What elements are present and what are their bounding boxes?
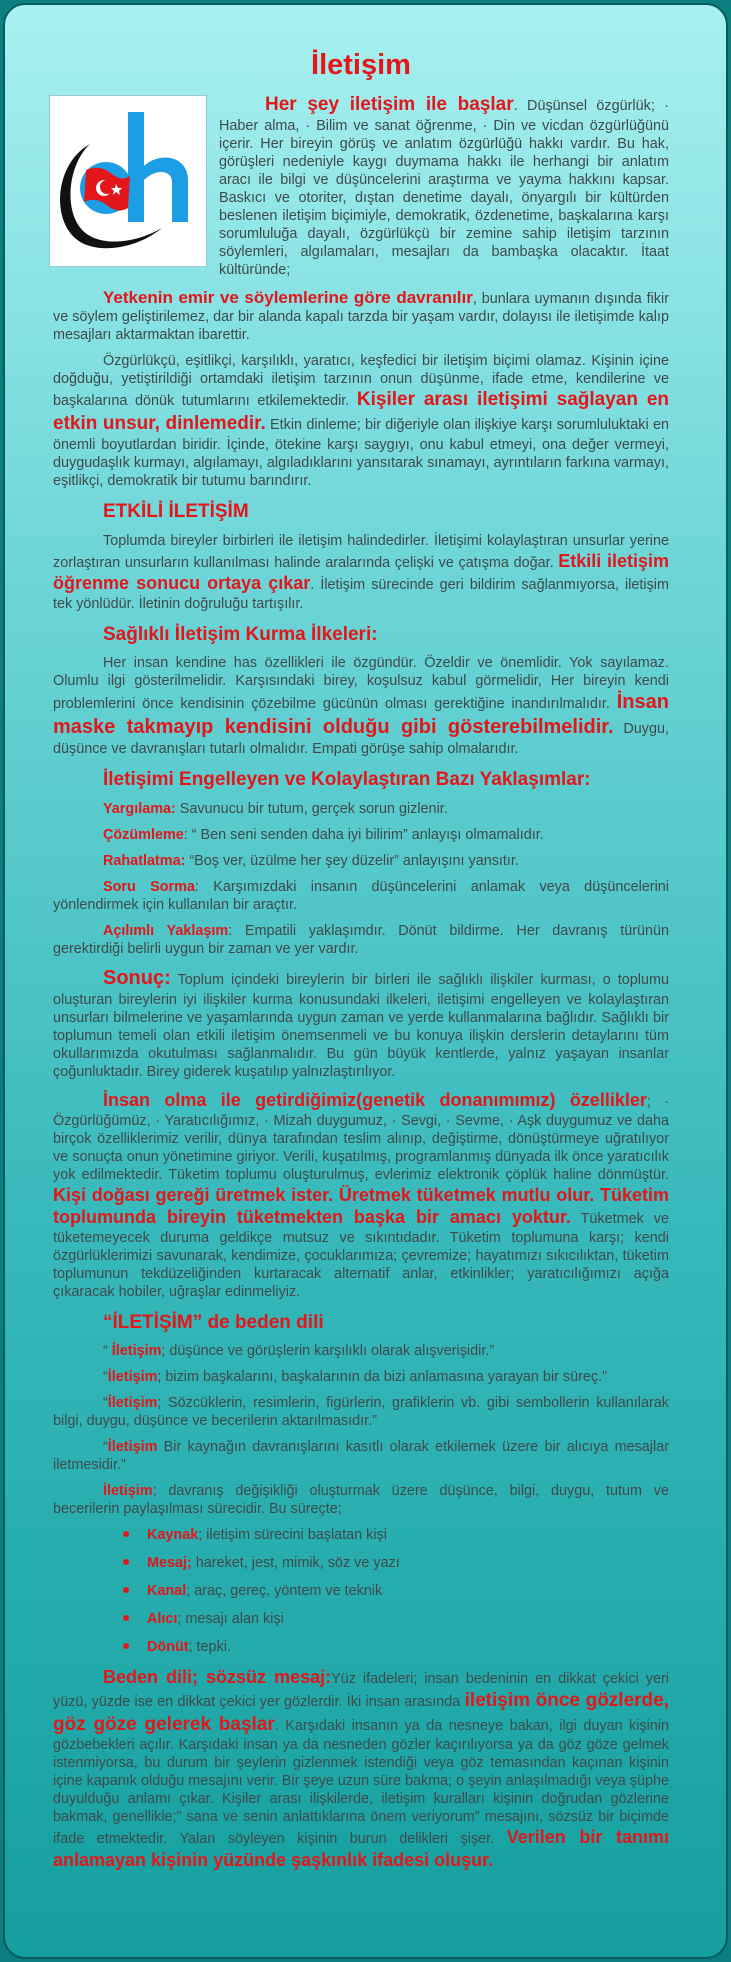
- beden-text-2: . Karşıdaki insanın ya da nesneye bakan, ilgi duyan kişinin gözbebekleri açılır. Karşıdaki insan ya da nesneden gözler kaçırılıyorsa ya da göz göze gelmek istenmiyorsa, bu durum bir şeylerin gizlenmek istendiği veya göz temasından kaçınan kişinin içine kapanık olduğu mesajını verir. Bir şeye uzun süre bakma; o şeyin anlaşılmadığı veya şüphe duyulduğu anlamı çıkar. Kişiler arası ilişkilerde, iletişim kuralları kişinin doğrudan gözlerine bakmak, genellikle;” sana ve senin anlattıklarına önem veriyorum” mesajını, sözsüz bir biçimde ifade etmektedir. Yalan söyleyen kişinin burun delikleri şişer.: [53, 1717, 669, 1848]
- approach-text: : Empatili yaklaşımdır. Dönüt bildirme. Her davranış türünün gerektirdiği belirli uygun bir zaman ve yer vardır.: [53, 923, 669, 957]
- approach-term: Soru Sorma: [103, 879, 195, 895]
- process-text: ; tepki.: [188, 1639, 231, 1656]
- saglikli-text-2: Duygu, düşünce ve davranışları tutarlı olmalıdır. Empati görüşe sahip olmalarıdır.: [53, 721, 669, 758]
- list-item: [123, 1582, 669, 1600]
- process-term: Alıcı: [147, 1611, 178, 1628]
- paragraph-ozgurlukcu: [53, 352, 669, 490]
- approach-text: “Boş ver, üzülme her şey düzelir” anlayışını yansıtır.: [185, 853, 519, 869]
- definition-quote: “: [103, 1439, 108, 1456]
- process-term: Mesaj;: [147, 1555, 192, 1572]
- process-text: hareket, jest, mimik, söz ve yazı: [191, 1555, 400, 1572]
- yetke-text: , bunlara uymanın dışında fikir ve söylem geliştirilemez, dar bir alanda kapalı tarzda bir yaşam vardır, dolayısı ile iletişimde kalıp mesajları aktarmaktan ibarettir.: [53, 291, 669, 344]
- definition-item: [53, 1394, 669, 1430]
- definition-term: İletişim: [107, 1369, 158, 1386]
- page-frame: [3, 3, 728, 1959]
- dinleme-highlight: Kişiler arası iletişimi sağlayan en etkin unsur, dinlemedir.: [53, 389, 670, 434]
- paragraph-beden-dili: [53, 1666, 669, 1871]
- beden-text-1: Yüz ifadeleri; insan bedeninin en dikkat çekici yeri yüzü, yüzde ise en dikkat çekici yer gözlerdir. İki insan arasında: [53, 1671, 669, 1710]
- process-text: ; mesajı alan kişi: [177, 1611, 284, 1628]
- tuketim-highlight: Kişi doğası gereği üretmek ister. Üretmek tüketmek mutlu olur. Tüketim toplumunda bireyin tüketmekten başka bir amacı yoktur.: [53, 1184, 669, 1227]
- bullet-icon: [123, 1531, 129, 1537]
- bullet-icon: [123, 1587, 129, 1593]
- approach-text: : Karşımızdaki insanın düşüncelerini anlamak veya düşüncelerini yönlendirmek için kullanılan bir araçtır.: [53, 879, 669, 913]
- etkili-text-2: . İletişim sürecinde geri bildirim sağlanmıyorsa, iletişim tek yönlüdür. İletinin doğruluğu tartışılır.: [53, 577, 669, 612]
- heading-saglikli: Sağlıklı İletişim Kurma İlkeleri:: [103, 623, 378, 645]
- goz-highlight: iletişim önce gözlerde, göz göze gelerek başlar: [53, 1689, 669, 1735]
- approach-item: [53, 878, 669, 914]
- approach-text: Savunucu bir tutum, gerçek sorun gizlenir.: [175, 801, 448, 817]
- insan-olma-lead: İnsan olma ile getirdiğimiz(genetik donanımımız) özellikler: [103, 1090, 647, 1110]
- process-term: Kaynak: [147, 1527, 199, 1544]
- definition-item: [53, 1368, 669, 1386]
- logo-icon: [50, 96, 206, 266]
- paragraph-insan-olma: [53, 1089, 669, 1301]
- article: [53, 35, 669, 1879]
- list-item: [123, 1610, 669, 1628]
- logo-image: [49, 95, 207, 267]
- bullet-icon: [123, 1643, 129, 1649]
- definition-quote: “: [103, 1395, 108, 1412]
- process-term: Kanal: [147, 1583, 187, 1600]
- paragraph-saglikli: [53, 654, 669, 758]
- definition-term: İletişim: [111, 1343, 162, 1360]
- ozgurlukcu-text-2: Etkin dinleme; bir diğeriyle olan ilişkiye karşı sorumluluktaki en önemli boyutlardan biridir. İçinde, ötekine karşı saygıyı, onu kabul etmeyi, ona değer vermeyi, duygudaşlık kurmayı, algılamayı, algıladıklarını yansıtarak sınamayı, ayrıntıların farkına varmayı, eşitlikçi, demokratik bir tutumu barındırır.: [53, 417, 669, 489]
- heading-engelleyen: İletişimi Engelleyen ve Kolaylaştıran Bazı Yaklaşımlar:: [103, 769, 591, 791]
- definition-text: ; düşünce ve görüşlerin karşılıklı olarak alışverişidir.”: [161, 1343, 495, 1360]
- maske-highlight: İnsan maske takmayıp kendisini olduğu gibi gösterebilmelidir.: [53, 691, 669, 739]
- definition-quote: “: [103, 1343, 112, 1360]
- etkili-highlight: Etkili iletişim öğrenme sonucu ortaya çıkar: [53, 550, 669, 593]
- approach-item: [53, 852, 669, 870]
- definition-term: İletişim: [107, 1395, 158, 1412]
- process-text: ; araç, gereç, yöntem ve teknik: [186, 1583, 383, 1600]
- bullet-icon: [123, 1559, 129, 1565]
- bullet-icon: [123, 1615, 129, 1621]
- approach-item: [53, 800, 669, 818]
- insan-olma-text-2: Tüketmek ve tüketemeyecek duruma geldikçe mutsuz ve sıkıntıdadır. Tüketim toplumuna karşı; kendi özgürlüklerimizi savunarak, kendimize, çocuklarımıza; çevremize; hayatımızı sıkıcılıktan, tüketim toplumunun tekdüzeliğinden kurtaracak alternatif anlar, etkinlikler; yaratıcılığımızı açığa çıkaracak hobiler, uğraşlar edinmeliyiz.: [53, 1211, 669, 1300]
- list-item: [123, 1526, 669, 1544]
- saskinlik-highlight: Verilen bir tanımı anlamayan kişinin yüzünde şaşkınlık ifadesi oluşur.: [53, 1827, 669, 1870]
- process-list: [53, 1526, 669, 1656]
- intro-text: . Düşünsel özgürlük; · Haber alma, · Bilim ve sanat öğrenme, · Din ve vicdan özgürlüğünü içerir. Her bireyin görüş ve anlatım özgürlüğü hakkı vardır. Bu hak, görüşleri nedeniyle kaygı duymama hakkı ile herhangi bir anlatım aracı ile bilgi ve düşüncelerini araştırma ve yayma hakkını kapsar. Baskıcı ve otoriter, dıştan denetime dayalı, önyargılı bir kültürden beslenen iletişim biçimiyle, demokratik, özdenetime, başkalarına karşı sorumluluğa dayalı, özgürlükçü bir zemine sahip iletişim tarzının söylemleri, algılamaları, mesajları da bambaşka olacaktır. İtaat kültüründe;: [219, 98, 670, 278]
- definition-item: [53, 1438, 669, 1474]
- list-item: [123, 1554, 669, 1572]
- page-title: İletişim: [311, 49, 411, 81]
- saglikli-text-1: Her insan kendine has özellikleri ile özgündür. Özeldir ve önemlidir. Yok sayılamaz. Olumlu ilgi gösterilmelidir. Karşısındaki birey, koşulsuz kabul görmelidir, Her bireyin kendi problemlerini önce kendisinin çözebilme gücünün olması gerektiğine inandırılmalıdır.: [53, 655, 669, 713]
- definition-quote: “: [103, 1369, 108, 1386]
- approach-text: : “ Ben seni senden daha iyi bilirim” anlayışı olmamalıdır.: [183, 827, 544, 843]
- paragraph-etkili: [53, 532, 669, 613]
- definition-item: [53, 1482, 669, 1518]
- approach-item: [53, 922, 669, 958]
- approach-term: Açılımlı Yaklaşım: [103, 923, 229, 939]
- list-item: [123, 1638, 669, 1656]
- definition-item: [53, 1342, 669, 1360]
- sonuc-lead: Sonuç:: [103, 967, 171, 989]
- definition-term: İletişim: [107, 1439, 158, 1456]
- process-text: ; iletişim sürecini başlatan kişi: [198, 1527, 387, 1544]
- ozgurlukcu-text-1: Özgürlükçü, eşitlikçi, karşılıklı, yaratıcı, keşfedici bir iletişim biçimi olamaz. Kişinin içine doğduğu, yetiştirildiği ortamdaki iletişim tarzının onun düşünme, ifade etme, kendilerine ve başkalarına dönük tutumlarını etkilemektedir.: [53, 353, 669, 410]
- etkili-text-1: Toplumda bireyler birbirleri ile iletişim halindedirler. İletişimi kolaylaştıran unsurlar yerine zorlaştıran unsurların kullanılması halinde aralarında çelişki ve çatışma doğar.: [53, 532, 669, 571]
- heading-etkili-iletisim: ETKİLİ İLETİŞİM: [103, 500, 249, 522]
- intro-lead: Her şey iletişim ile başlar: [265, 94, 514, 116]
- yetke-lead: Yetkenin emir ve söylemlerine göre davranılır: [103, 288, 473, 307]
- approach-term: Çözümleme: [103, 827, 184, 843]
- definition-text: ; bizim başkalarını, başkalarının da bizi anlamasına yarayan bir süreç.”: [157, 1369, 607, 1386]
- paragraph-sonuc: [53, 966, 669, 1081]
- approach-term: Yargılama:: [103, 801, 176, 817]
- heading-beden-dili: “İLETİŞİM” de beden dili: [103, 1311, 324, 1333]
- approach-item: [53, 826, 669, 844]
- definition-text: ; Sözcüklerin, resimlerin, figürlerin, grafiklerin vb. gibi sembollerin kullanılarak bilgi, duygu, düşünce ve becerilerin aktarılmasıdır.”: [53, 1395, 669, 1430]
- beden-lead: Beden dili; sözsüz mesaj:: [103, 1667, 332, 1688]
- definition-text: Bir kaynağın davranışlarını kasıtlı olarak etkilemek üzere bir alıcıya mesajlar iletmesidir.”: [53, 1439, 669, 1474]
- approach-term: Rahatlatma:: [103, 853, 186, 869]
- insan-olma-text-1: ; · Özgürlüğümüz, · Yaratıcılığımız, · Mizah duygumuz, · Sevgi, · Sevme, · Aşk duygumuz ve daha birçok özelliklerimiz verilir, dünya tarafından teslim alınıp, değiştirme, dönüştürmeye uğratılıyor ve sonuçta onun yönetimine giriyor. Verili, kuşatılmış, programlanmış dünyada ilk önce yaratıcılık yok edilmektedir. Tüketim toplumu oluşturulmuş, evlerimiz elektronik çöplük haline dönmüştür.: [53, 1094, 669, 1183]
- paragraph-yetke: [53, 287, 669, 344]
- definition-text: ; davranış değişikliği oluşturmak üzere düşünce, bilgi, duygu, tutum ve becerilerin paylaşılması sürecidir. Bu süreçte;: [53, 1483, 669, 1518]
- definition-term: İletişim: [103, 1483, 153, 1500]
- sonuc-text: Toplum içindeki bireylerin bir birleri ile sağlıklı ilişkiler kurması, o toplumu oluşturan bireylerin iyi ilişkiler kurma konusundaki ilkeleri, iletişimi engelleyen ve kolaylaştıran unsurları bilmelerine ve yaşamlarında uygun zaman ve yerde kullanmalarına bağlıdır. Sağlıklı bir toplumun temeli olan etkili iletişim önemsenmeli ve bu konuya ilişkin derslerin detaylarını tüm okullarımızda okutulması sağlanmalıdır. Bu gün büyük kentlerde, yalnız yaşayan insanlar çoğunluktadır. Birey giderek kuşatılıp yalnızlaştırılıyor.: [53, 972, 669, 1080]
- process-term: Dönüt: [147, 1639, 189, 1656]
